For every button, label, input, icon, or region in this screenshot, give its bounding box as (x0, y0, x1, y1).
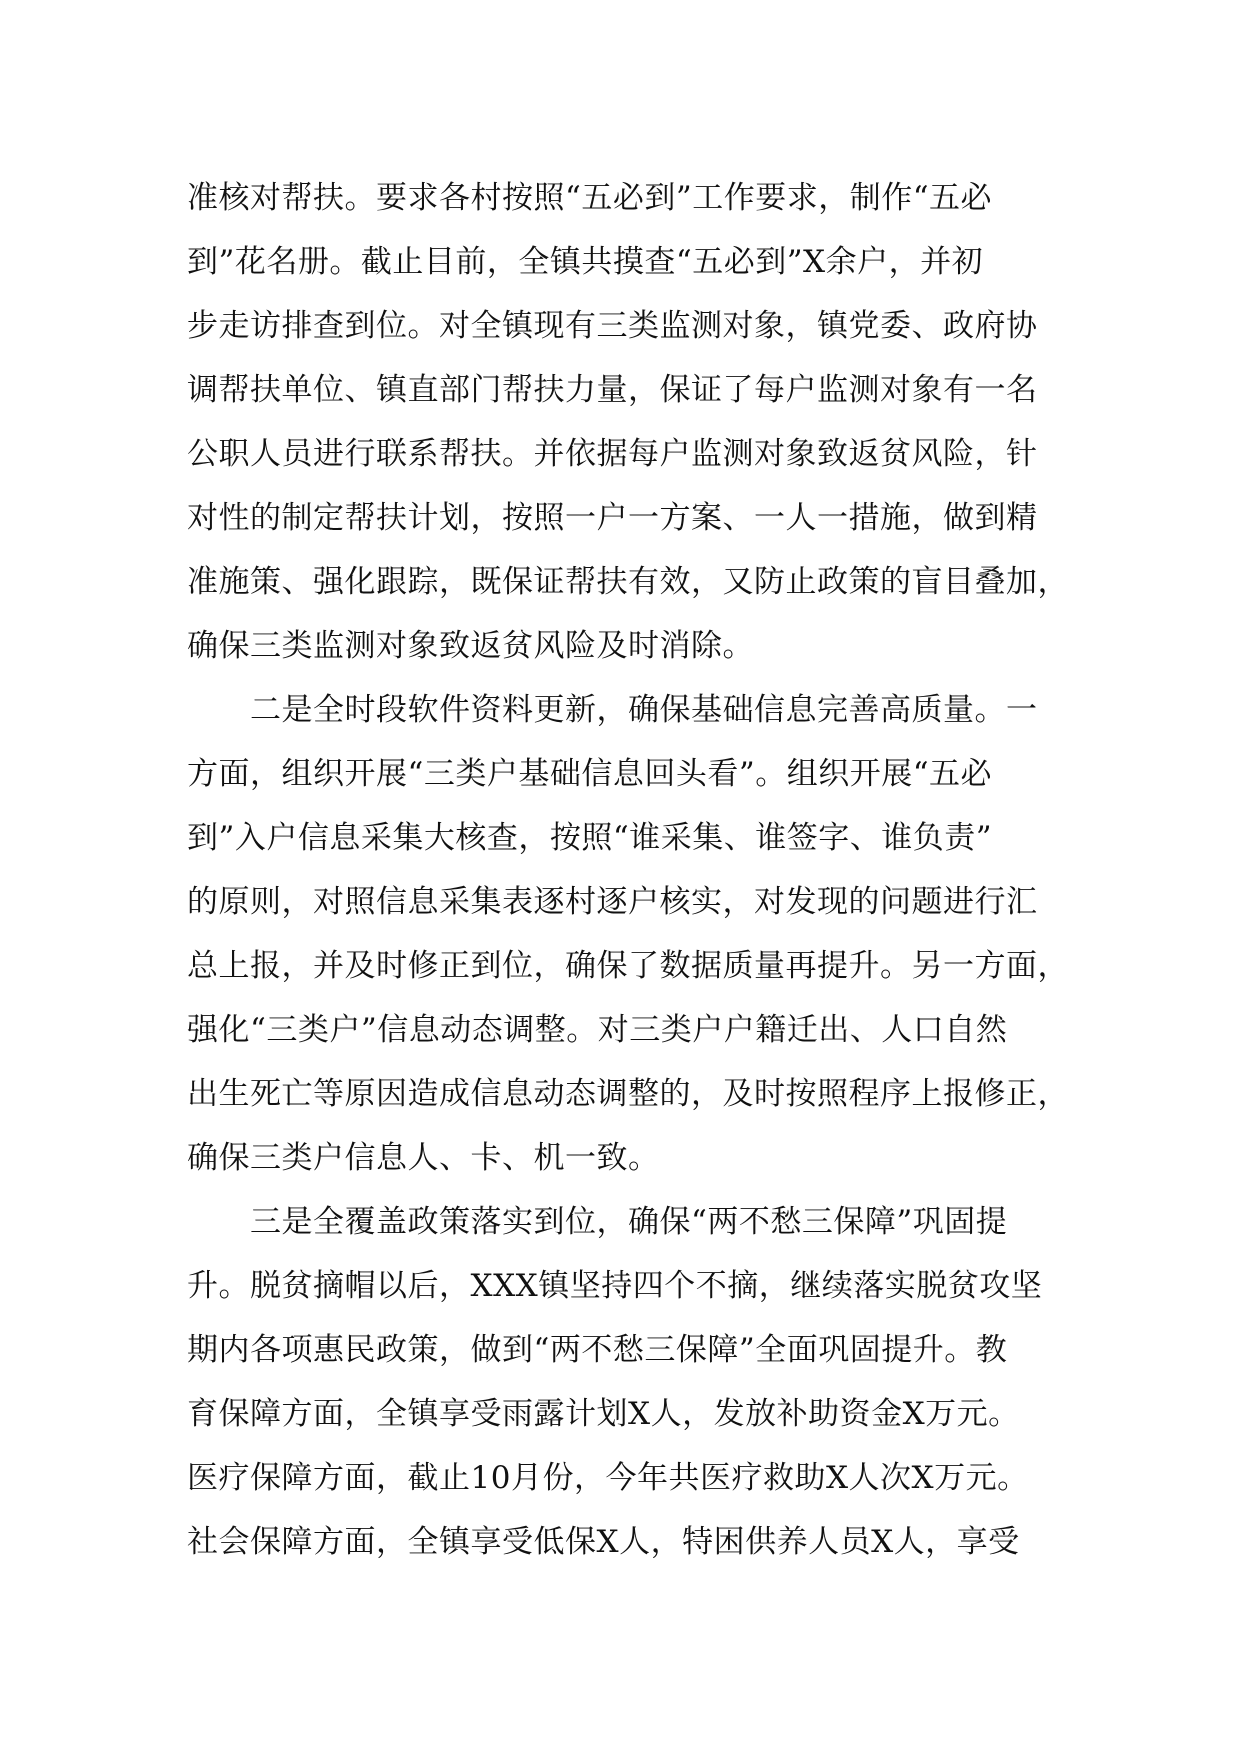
text-line: 的原则，对照信息采集表逐村逐户核实，对发现的问题进行汇 (187, 884, 1038, 920)
text-line: 确保三类监测对象致返贫风险及时消除。 (187, 628, 754, 664)
text-line: 公职人员进行联系帮扶。并依据每户监测对象致返贫风险，针 (187, 436, 1038, 472)
text-line: 到”入户信息采集大核查，按照“谁采集、谁签字、谁负责” (187, 820, 993, 856)
text-line: 准核对帮扶。要求各村按照“五必到”工作要求，制作“五必 (187, 180, 993, 216)
text-line: 确保三类户信息人、卡、机一致。 (187, 1140, 660, 1176)
text-line: 对性的制定帮扶计划，按照一户一方案、一人一措施，做到精 (187, 500, 1038, 536)
text-line: 期内各项惠民政策，做到“两不愁三保障”全面巩固提升。教 (187, 1332, 1008, 1368)
text-line: 准施策、强化跟踪，既保证帮扶有效，又防止政策的盲目叠加， (187, 564, 1069, 600)
text-line: 步走访排查到位。对全镇现有三类监测对象，镇党委、政府协 (187, 308, 1038, 344)
body-text (187, 166, 1087, 1574)
text-line: 社会保障方面，全镇享受低保X人，特困供养人员X人，享受 (187, 1524, 1020, 1560)
text-line: 二是全时段软件资料更新，确保基础信息完善高质量。一 (250, 692, 1038, 728)
text-line: 育保障方面，全镇享受雨露计划X人，发放补助资金X万元。 (187, 1396, 1020, 1432)
text-line: 到”花名册。截止目前，全镇共摸查“五必到”X余户，并初 (187, 244, 984, 280)
text-line: 调帮扶单位、镇直部门帮扶力量，保证了每户监测对象有一名 (187, 372, 1038, 408)
text-line: 三是全覆盖政策落实到位，确保“两不愁三保障”巩固提 (250, 1204, 1008, 1240)
text-line: 出生死亡等原因造成信息动态调整的，及时按照程序上报修正， (187, 1076, 1069, 1112)
text-line: 强化“三类户”信息动态调整。对三类户户籍迁出、人口自然 (187, 1012, 1008, 1048)
text-line: 升。脱贫摘帽以后，XXX镇坚持四个不摘，继续落实脱贫攻坚 (187, 1268, 1043, 1304)
text-line: 医疗保障方面，截止10月份，今年共医疗救助X人次X万元。 (187, 1460, 1029, 1496)
text-line: 方面，组织开展“三类户基础信息回头看”。组织开展“五必 (187, 756, 993, 792)
text-line: 总上报，并及时修正到位，确保了数据质量再提升。另一方面， (187, 948, 1069, 984)
